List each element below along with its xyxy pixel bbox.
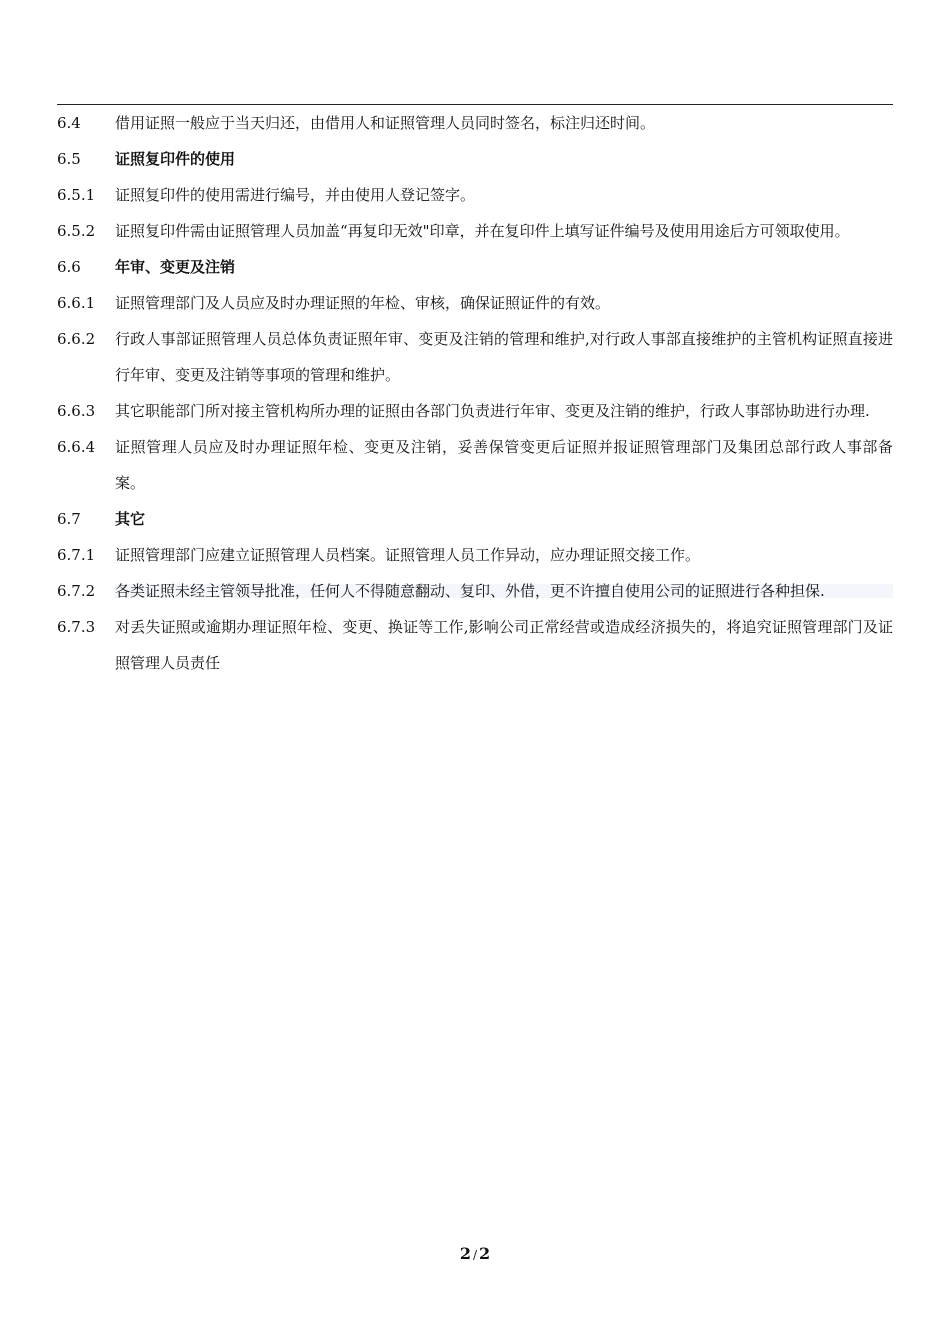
clause-number: 6.6.4 (57, 438, 96, 456)
clause-6-6-4 (57, 429, 893, 501)
page-number-footer (0, 1242, 950, 1267)
clause-number: 6.5.1 (57, 186, 96, 204)
clause-6-7-1 (57, 537, 893, 573)
clause-6-7-2 (57, 573, 893, 609)
clause-text: 证照管理部门及人员应及时办理证照的年检、审核，确保证照证件的有效。 (115, 294, 611, 312)
clause-6-6-3 (57, 393, 893, 429)
clause-number: 6.7.2 (57, 582, 96, 600)
page-separator: / (472, 1248, 478, 1262)
clause-text: 证照复印件的使用需进行编号，并由使用人登记签字。 (115, 186, 476, 204)
section-heading: 其它 (115, 510, 146, 528)
clause-6-4 (57, 105, 893, 141)
section-heading: 年审、变更及注销 (115, 258, 236, 276)
clause-text: 对丢失证照或逾期办理证照年检、变更、换证等工作,影响公司正常经营或造成经济损失的，将追究证照管理部门及证照管理人员责任 (115, 618, 893, 672)
section-6-7 (57, 501, 893, 537)
clause-6-6-1 (57, 285, 893, 321)
clause-text: 证照复印件需由证照管理人员加盖“再复印无效"印章，并在复印件上填写证件编号及使用用途后方可领取使用。 (115, 222, 850, 240)
section-number: 6.6 (57, 258, 81, 276)
clause-6-5-2 (57, 213, 893, 249)
clause-number: 6.6.2 (57, 330, 96, 348)
clause-6-7-3 (57, 609, 893, 681)
clause-text: 其它职能部门所对接主管机构所办理的证照由各部门负责进行年审、变更及注销的维护，行政人事部协助进行办理. (115, 402, 870, 420)
clause-number: 6.4 (57, 114, 81, 132)
clause-text: 证照管理人员应及时办理证照年检、变更及注销，妥善保管变更后证照并报证照管理部门及集团总部行政人事部备案。 (115, 438, 893, 492)
total-page-count: 2 (479, 1244, 491, 1263)
clause-6-5-1 (57, 177, 893, 213)
current-page-number: 2 (459, 1244, 471, 1263)
clause-number: 6.6.1 (57, 294, 96, 312)
clause-number: 6.5.2 (57, 222, 96, 240)
section-heading: 证照复印件的使用 (115, 150, 236, 168)
clause-text: 借用证照一般应于当天归还，由借用人和证照管理人员同时签名，标注归还时间。 (115, 114, 656, 132)
section-number: 6.5 (57, 150, 81, 168)
clause-number: 6.7.3 (57, 618, 96, 636)
clause-text: 证照管理部门应建立证照管理人员档案。证照管理人员工作异动，应办理证照交接工作。 (115, 546, 701, 564)
section-number: 6.7 (57, 510, 81, 528)
clause-number: 6.6.3 (57, 402, 96, 420)
clause-number: 6.7.1 (57, 546, 96, 564)
clause-text: 各类证照未经主管领导批准，任何人不得随意翻动、复印、外借，更不许擅自使用公司的证照进行各种担保. (115, 573, 893, 609)
document-body (57, 105, 893, 681)
clause-text: 行政人事部证照管理人员总体负责证照年审、变更及注销的管理和维护,对行政人事部直接维护的主管机构证照直接进行年审、变更及注销等事项的管理和维护。 (115, 330, 893, 384)
section-6-5 (57, 141, 893, 177)
section-6-6 (57, 249, 893, 285)
clause-6-6-2 (57, 321, 893, 393)
